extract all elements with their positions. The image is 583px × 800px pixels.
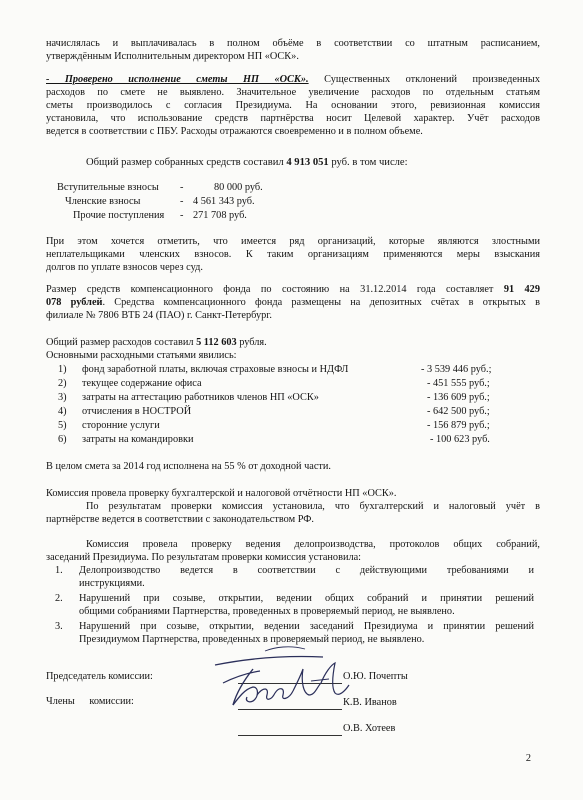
debtors-line: При этом хочется отметить, что имеется ряд организаций, которые являются злостными — [46, 236, 540, 247]
records-item: Нарушений при созыве, открытии, ведении заседаний Президиума и принятии решений Президиумом Партнерства, проведенных в проверяемый период, не выявлено. — [79, 621, 534, 645]
income-value: 80 000 руб. — [214, 182, 263, 193]
debtors-line: долгов по уплате взносов через суд. — [46, 261, 203, 273]
chair-label: Председатель комиссии: — [46, 671, 153, 682]
records-item: Нарушений при созыве, открытии, ведении общих собраний и принятии решений общими собраниями Партнерства, проведенных в проверяемый период, не выявлено. — [79, 593, 534, 617]
collected-amount: 4 913 051 — [286, 157, 329, 168]
estimate-line: Существенных отклонений произведенных — [308, 74, 540, 85]
debtors-paragraph — [46, 236, 540, 275]
intro-paragraph — [46, 38, 540, 64]
estimate-line: установила, что использование средств партнёрства носит Целевой характер. Учёт расходов — [46, 112, 540, 124]
intro-line: утверждённым Исполнительным директором НП «ОСК». — [46, 50, 299, 62]
expenses-amount: 5 112 603 — [196, 337, 237, 348]
estimate-line: сметы производилось с согласия Президиума. На основании этого, ревизионная комиссия — [46, 99, 540, 111]
signatory-name: К.В. Иванов — [343, 697, 397, 708]
expenses-subtitle: Основными расходными статьями явились: — [46, 350, 237, 361]
records-item-number: 1. — [55, 565, 63, 576]
estimate-line: ведется в соответствии с ПБУ. Расходы отражаются своевременно и в полном объеме. — [46, 125, 423, 137]
signature-line — [238, 735, 342, 736]
accounting-line: Комиссия провела проверку бухгалтерской и налоговой отчётности НП «ОСК». — [46, 488, 397, 499]
income-item: Членские взносы — [65, 196, 141, 207]
intro-line: начислялась и выплачивалась в полном объёме в соответствии со штатным расписанием, — [46, 38, 540, 49]
income-value: 4 561 343 руб. — [193, 196, 255, 207]
records-paragraph: Комиссия провела проверку ведения делопроизводства, протоколов общих собраний, заседаний Президиума. По результатам проверки комиссия установила: — [46, 539, 540, 563]
members-label: Члены комиссии: — [46, 696, 134, 707]
comp-fund-amount-cont: 078 рублей — [46, 296, 103, 308]
records-item-number: 2. — [55, 593, 63, 604]
debtors-line: неплательщиками членских взносов. К таким организациям применяются меры взыскания — [46, 248, 540, 260]
income-item: Вступительные взносы — [57, 182, 159, 193]
income-item: Прочие поступления — [73, 210, 165, 221]
signatory-name: О.Ю. Почепты — [343, 671, 408, 682]
summary-text: В целом смета за 2014 год исполнена на 55 % от доходной части. — [46, 461, 332, 472]
records-item: Делопроизводство ведется в соответствии с действующими требованиями и инструкциями. — [79, 565, 534, 589]
expenses-total: Общий размер расходов составил 5 112 603 рубля. — [46, 337, 267, 348]
estimate-paragraph — [46, 74, 540, 139]
signatory-name: О.В. Хотеев — [343, 723, 396, 734]
estimate-line: расходов по смете не выявлено. Значительное увеличение расходов по отдельным статьям — [46, 86, 540, 98]
accounting-paragraph: По результатам проверки комиссия установила, что бухгалтерский и налоговый учёт в партнёрстве ведется в соответствии с законодательством РФ. — [46, 501, 540, 525]
income-dash: - — [180, 182, 184, 193]
income-value: 271 708 руб. — [193, 210, 247, 221]
records-item-number: 3. — [55, 621, 63, 632]
page-number: 2 — [525, 753, 531, 764]
estimate-heading: - Проверено исполнение сметы НП «ОСК». — [46, 74, 309, 85]
document-page: начислялась и выплачивалась в полном объёме в соответствии со штатным расписанием, утверждённым Исполнительным директором НП «ОСК». - Проверено исполнение сметы НП «ОСК». Существенных отклонений произведенных расходов по смете не выявлено. Значительное увеличение расходов по отдельным статьям сметы производилось с согласия Президиума. На основании этого, ревизионная комиссия установила, что использование средств партнёрства носит Целевой характер. Учёт расходов ведется в соответствии с ПБУ. Расходы отражаются своевременно и в полном объеме. Общий размер собранных средств составил 4 913 051 руб. в том числе: Вступительные взносы - 80 000 руб. Членские взносы - 4 561 343 руб. Прочие поступления - 271 708 руб. При этом хочется отметить, что имеется ряд организаций, которые являются злостными неплательщиками членских взносов. К таким организациям применяются меры взыскания долгов по уплате взносов через суд. Размер средств компенсационного фонда по состоянию на 31.12.2014 года составляет 91 429 078 рублей. Средства компенсационного фонда размещены на депозитных счётах в открытых в филиале № 7806 ВТБ 24 (ПАО) г. Санкт-Петербург. Общий размер расходов составил 5 112 603 рубля. Основными расходными статьями явились: 1) фонд заработной платы, включая страховые взносы и НДФЛ - 3 539 446 руб.; 2) текущее содержание офиса - 451 555 руб.; 3) затраты на аттестацию работников членов НП «ОСК» - 136 609 руб.; 4) отчисления в НОСТРОЙ - 642 500 руб.; 5) сторонние услуги - 156 879 руб.; 6) затраты на командировки - 100 623 руб. В целом смета за 2014 год исполнена на 55 % от доходной части. Комиссия провела проверку бухгалтерской и налоговой отчётности НП «ОСК». По результатам проверки комиссия установила, что бухгалтерский и налоговый учёт в партнёрстве ведется в соответствии с законодательством РФ. Комиссия провела проверку ведения делопроизводства, протоколов общих собраний, заседаний Президиума. По результатам проверки комиссия установила: 1. Делопроизводство ведется в соответствии с действующими требованиями и инструкциями. 2. Нарушений при созыве, открытии, ведении общих собраний и принятии решений общими собраниями Партнерства, проведенных в проверяемый период, не выявлено. 3. Нарушений при созыве, открытии, ведении заседаний Президиума и принятии решений Президиумом Партнерства, проведенных в проверяемый период, не выявлено. Председатель комиссии: Члены комиссии: О.Ю. Почепты К.В. Иванов О.В. Хотеев 2 — [46, 38, 540, 764]
comp-fund-amount: 91 429 — [503, 284, 540, 295]
income-dash: - — [180, 196, 184, 207]
income-dash: - — [180, 210, 184, 221]
comp-fund-paragraph: Размер средств компенсационного фонда по состоянию на 31.12.2014 года составляет 91 429 078 рублей. Средства компенсационного фонда размещены на депозитных счётах в открытых в филиале № 7806 ВТБ 24 (ПАО) г. Санкт-Петербург. — [46, 284, 540, 321]
collected-total: Общий размер собранных средств составил 4 913 051 руб. в том числе: — [86, 157, 408, 168]
handwritten-signature — [205, 643, 355, 713]
